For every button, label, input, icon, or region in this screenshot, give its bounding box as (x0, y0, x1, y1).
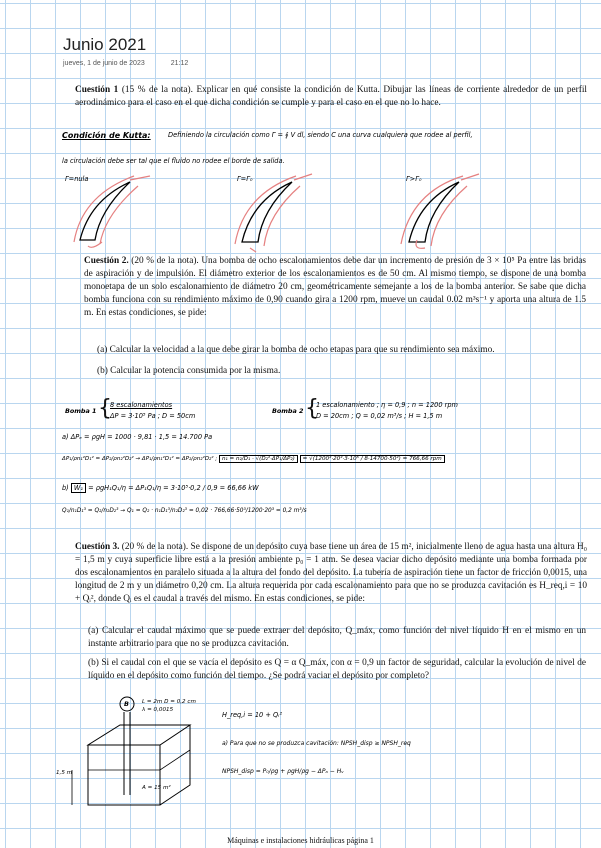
pump-mark: B (124, 700, 129, 708)
n1-result: = √(1200²·20²·3·10⁵ / 8·14700·50²) = 766,66 rpm (300, 455, 445, 463)
calc-b-line2: Q₁/n₁D₁³ = Q₂/n₂D₂³ → Q₁ = Q₂ · n₁D₁³/n₂D₂³ = 0,02 · 766,66·50³/1200·20³ = 0,2 m³/s (62, 508, 307, 514)
calc-a-line1: a) ΔPₑ = ρgH = 1000 · 9,81 · 1,5 = 14.700 Pa (62, 433, 213, 441)
w1-label: Ẇ₁ (71, 483, 86, 493)
kutta-heading: Condición de Kutta: (62, 131, 151, 140)
bomba2-brace: { (305, 396, 319, 421)
airfoil-label-2: Γ=Γ₀ (237, 175, 253, 183)
question-3-item-b: (b) Si el caudal con el que se vacía el depósito es Q = α Q_máx, con α = 0,9 un factor de seguridad, calcular la evolución de nivel de líquido en el depósito como función del tiempo. ¿Se podrá vaciar el depósito por completo? (88, 658, 586, 682)
bomba2-label: Bomba 2 (272, 407, 304, 415)
page-footer: Máquinas e instalaciones hidráulicas página 1 (227, 836, 374, 845)
height-label: 1,5 m (56, 770, 73, 776)
page-date (63, 60, 214, 67)
question-2 (84, 255, 586, 320)
airfoil-sketch-3 (395, 170, 515, 250)
question-1-label: Cuestión 1 (75, 85, 119, 95)
airfoil-label-1: Γ=nula (65, 175, 89, 183)
similarity-eq: ΔP₁/ρn₁²D₁² = ΔP₂/ρn₂²D₂² → ΔP₁/ρn₁²D₁² = ΔP₂/ρn₂²D₂² ; (62, 456, 218, 462)
calc-b-line1: b) Ẇ₁ = ρgH₁Q₁/η = ΔP₁Q₁/η = 3·10⁵·0,2 / 0,9 = 66,66 kW (62, 484, 259, 492)
airfoil-label-3: Γ>Γ₀ (406, 175, 422, 183)
n1-formula: n₁ = n₂/D₁ · √(D₂²·ΔP₁/ΔP₂) (219, 455, 298, 463)
time-text: 21:12 (170, 60, 189, 67)
date-text: jueves, 1 de junio de 2023 (63, 60, 145, 67)
question-3-text: (20 % de la nota). Se dispone de un depósito cuya base tiene un área de 15 m², inicialmente lleno de agua hasta una altura H₀ = 1,5 m y cuya superficie libre está a la presión ambiente p₀ = 1 atm. Se desea vaciar dicho depósito mediante una bomba formada por dos escalonamientos en paralelo situada a la altura del fondo del depósito. La tubería de aspiración tiene un factor de fricción 0,0015, una longitud de 2 m y un diámetro 0,20 cm. La altura requerida por cada escalonamiento para que no se produzca cavitación es H_req,i = 10 + Qᵢ², donde Qᵢ es el caudal a través del mismo. En estas condiciones, se pide: (75, 542, 587, 605)
airfoil-sketch-2 (230, 170, 350, 250)
npsh-disp: NPSH_disp = P₀/ρg + ρgH/ρg − ΔPₐ − Hᵥ (222, 768, 344, 775)
bomba1-line2: ΔP = 3·10⁵ Pa ; D = 50cm (110, 412, 196, 420)
question-1-text: (15 % de la nota). Explicar en qué consiste la condición de Kutta. Dibujar las líneas de corriente alrededor de un perfil aerodinámico para el caso en el que dicha condición se cumple y para el caso en el que no lo hace. (75, 85, 587, 109)
question-2-text: (20 % de la nota). Una bomba de ocho escalonamientos debe dar un incremento de presión de 3 × 10⁵ Pa entre las bridas de aspiración y de impulsión. El diámetro exterior de los escalonamientos es de 50 cm. Al mismo tiempo, se dispone de una bomba monoetapa de un solo escalonamiento de diámetro 20 cm, geométricamente semejante a los de la bomba anterior. Se sabe que dicha bomba funciona con su rendimiento máximo de 0,90 cuando gira a 1200 rpm, mueve un caudal 0.02 m³s⁻¹ y aporta una altura de 1.5 m. En estas condiciones, se pide: (84, 256, 586, 319)
question-3-label: Cuestión 3. (75, 542, 120, 552)
calc-a-line2 (62, 456, 445, 462)
airfoil-sketch-1 (70, 170, 190, 250)
question-2-item-a: (a) Calcular la velocidad a la que debe girar la bomba de ocho etapas para que su rendimiento sea máximo. (97, 345, 495, 355)
bomba1-line1: 8 escalonamientos (110, 401, 173, 409)
w1-result: = ρgH₁Q₁/η = ΔP₁Q₁/η = 3·10⁵·0,2 / 0,9 = 66,66 kW (88, 484, 259, 492)
question-2-item-b: (b) Calcular la potencia consumida por la misma. (97, 366, 281, 376)
question-1 (75, 84, 587, 110)
tank-sketch (60, 690, 220, 820)
bomba2-line1: 1 escalonamiento ; η = 0,9 ; n = 1200 rpm (316, 401, 458, 409)
page-title: Junio 2021 (63, 35, 147, 54)
pipe-label-1: L = 2m D = 0,2 cm (142, 699, 196, 705)
question-2-label: Cuestión 2. (84, 256, 129, 266)
bomba1-brace: { (98, 396, 112, 421)
pipe-label-2: λ = 0,0015 (142, 707, 174, 713)
bomba2-line2: D = 20cm ; Q = 0,02 m³/s ; H = 1,5 m (316, 412, 443, 420)
cavitation-condition: a) Para que no se produzca cavitación: NPSH_disp ≥ NPSH_req (222, 740, 411, 747)
question-3-item-a: (a) Calcular el caudal máximo que se puede extraer del depósito, Q_máx, como función del nivel líquido H en el mismo en un instante arbitrario para que no se produzca cavitación. (88, 626, 586, 650)
question-3 (75, 541, 587, 606)
area-label: A = 15 m² (142, 785, 171, 791)
bomba1-label: Bomba 1 (65, 407, 97, 415)
kutta-definition-line2: la circulación debe ser tal que el fluido no rodee el borde de salida. (62, 157, 285, 165)
kutta-definition-line1: Definiendo la circulación como Γ = ∮ V dl, siendo C una curva cualquiera que rodee al perfil, (168, 131, 473, 139)
hreq-note: H_req,i = 10 + Qᵢ² (222, 711, 282, 719)
